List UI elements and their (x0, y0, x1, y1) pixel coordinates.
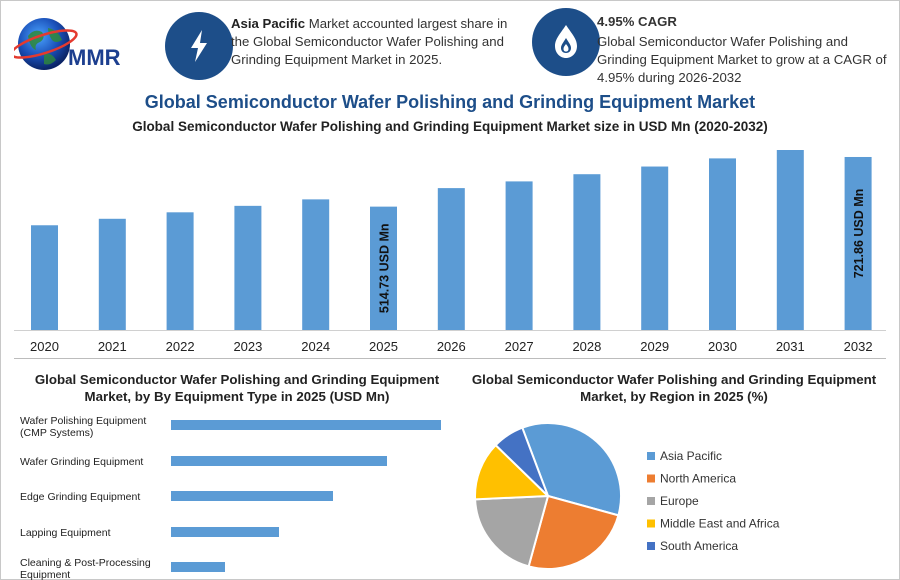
legend-swatch (647, 475, 655, 483)
x-tick-2032: 2032 (843, 339, 873, 354)
x-tick-2029: 2029 (640, 339, 670, 354)
equipment-bar (171, 420, 441, 430)
bar-chart-title: Global Semiconductor Wafer Polishing and Grinding Equipment Market size in USD Mn (2020-2032) (132, 119, 768, 134)
legend-label: Europe (660, 494, 699, 508)
legend-swatch (647, 520, 655, 528)
equipment-bar (171, 527, 279, 537)
x-tick-2024: 2024 (301, 339, 331, 354)
market-size-bar-chart (0, 140, 900, 358)
cagr-title: 4.95% CAGR (597, 14, 677, 29)
equipment-label: Cleaning & Post-Processing Equipment (20, 557, 151, 580)
legend-label: Asia Pacific (660, 449, 723, 463)
region-chart-title: Global Semiconductor Wafer Polishing and Grinding Equipment Market, by Region in 2025 (%) (471, 372, 877, 404)
highlight-asia-pacific (231, 15, 521, 69)
equipment-label: Edge Grinding Equipment (20, 491, 141, 503)
bar-2021 (99, 219, 126, 330)
region-pie-chart (462, 405, 892, 580)
x-tick-2023: 2023 (233, 339, 263, 354)
equipment-bar (171, 491, 333, 501)
x-tick-2030: 2030 (708, 339, 737, 354)
bar-2031 (777, 150, 804, 330)
section-divider (14, 358, 886, 359)
bar-2023 (234, 206, 261, 330)
bar-2028 (573, 174, 600, 330)
x-tick-2028: 2028 (572, 339, 602, 354)
legend-swatch (647, 452, 655, 460)
cagr-text: Global Semiconductor Wafer Polishing and Grinding Equipment Market to grow at a CAGR of 4.95% during 2026-2032 (597, 34, 887, 85)
flame-drop-icon (532, 8, 600, 76)
x-tick-2021: 2021 (97, 339, 127, 354)
x-tick-2025: 2025 (369, 339, 398, 354)
legend-label: Middle East and Africa (660, 516, 780, 531)
data-label-2032: 721.86 USD Mn (852, 188, 867, 279)
x-tick-2031: 2031 (775, 339, 805, 354)
bar-2029 (641, 167, 668, 330)
highlight1-text: Market accounted largest share in the Global Semiconductor Wafer Polishing and Grinding Equipment Market in 2025. (231, 16, 508, 67)
highlight-cagr (597, 13, 887, 87)
equipment-bar (171, 562, 225, 572)
equipment-type-bar-chart (0, 405, 460, 580)
main-title: Global Semiconductor Wafer Polishing and Grinding Equipment Market (144, 92, 756, 112)
bar-2022 (167, 212, 194, 330)
logo-text: MMR (68, 45, 121, 70)
legend-label: South America (660, 539, 739, 553)
equipment-label: Wafer Polishing Equipment (CMP Systems) (20, 415, 147, 439)
mmr-logo (14, 14, 139, 76)
highlight1-bold: Asia Pacific (231, 16, 306, 31)
legend-label: North America (660, 471, 737, 486)
equipment-chart-title: Global Semiconductor Wafer Polishing and Grinding Equipment Market, by By Equipment Type in 2025 (USD Mn) (34, 372, 440, 404)
legend-swatch (647, 542, 655, 550)
x-tick-2022: 2022 (165, 339, 195, 354)
bar-2024 (302, 199, 329, 330)
bar-2020 (31, 225, 58, 330)
bar-2027 (506, 181, 533, 330)
bar-2030 (709, 158, 736, 330)
x-tick-2027: 2027 (504, 339, 534, 354)
equipment-label: Wafer Grinding Equipment (20, 456, 144, 468)
lightning-icon (165, 12, 233, 80)
legend-swatch (647, 497, 655, 505)
equipment-label: Lapping Equipment (20, 527, 111, 539)
bar-2026 (438, 188, 465, 330)
data-label-2025: 514.73 USD Mn (377, 223, 392, 314)
x-tick-2026: 2026 (436, 339, 466, 354)
x-tick-2020: 2020 (30, 339, 59, 354)
equipment-bar (171, 456, 387, 466)
